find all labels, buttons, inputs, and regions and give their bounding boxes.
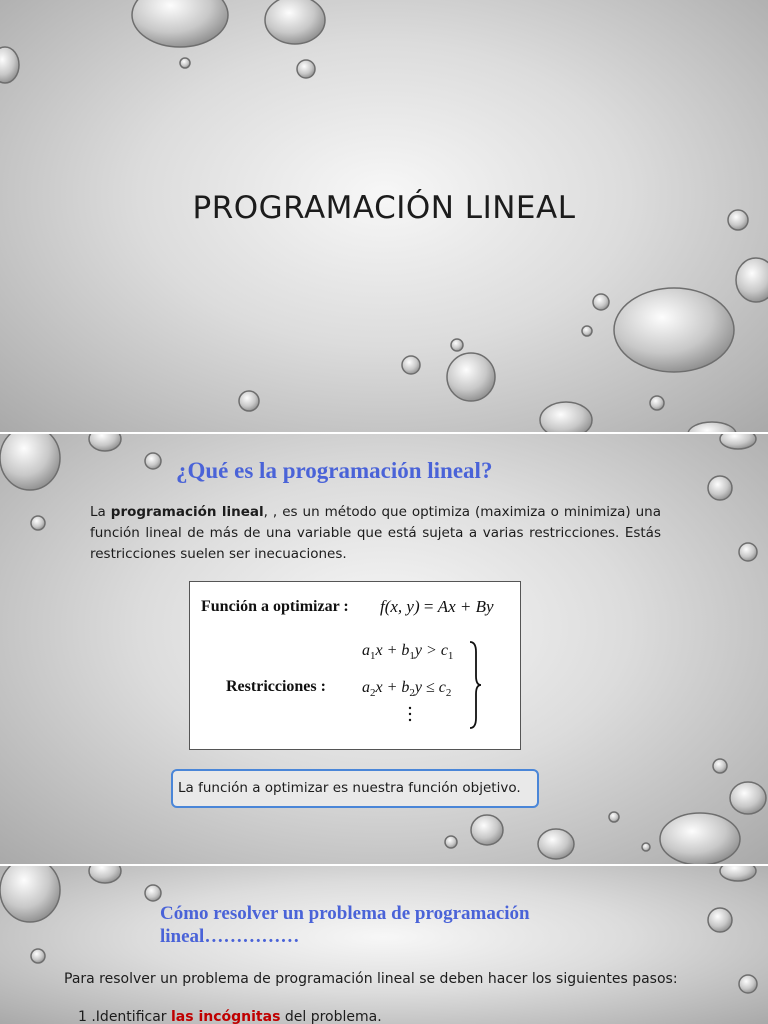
slide-title-text: PROGRAMACIÓN LINEAL xyxy=(192,190,576,226)
objective-lhs: f(x, y) xyxy=(380,597,420,616)
right-brace-icon xyxy=(468,640,482,730)
formula-box xyxy=(189,581,521,750)
constraint-2: $a_2x + b_2y \le c_2$ xyxy=(362,679,452,700)
step-1-term: las incógnitas xyxy=(171,1009,281,1024)
slide-steps xyxy=(0,866,768,1024)
constraint-1: $a_1x + b_1y > c_1$ xyxy=(362,642,454,663)
objective-eq: = xyxy=(419,597,438,616)
slide-heading: ¿Qué es la programación lineal? xyxy=(176,458,493,483)
slide-definition xyxy=(0,434,768,864)
vertical-ellipsis-icon xyxy=(407,705,413,725)
steps-intro: Para resolver un problema de programación lineal se deben hacer los siguientes pasos: xyxy=(64,971,678,987)
intro-pre: La xyxy=(90,504,111,520)
step-1-post: del problema. xyxy=(280,1009,382,1024)
objective-expression xyxy=(380,597,494,617)
objective-rhs: Ax + By xyxy=(437,597,494,616)
step-1 xyxy=(78,1009,382,1024)
slide-title xyxy=(0,0,768,432)
objective-note-box: La función a optimizar es nuestra función objetivo. xyxy=(171,769,539,808)
intro-term: programación lineal xyxy=(110,504,264,520)
intro-post: , , es un método que optimiza (maximiza o minimiza) una función lineal de más de una variable que está sujeta a varias restricciones. Estás restricciones suelen ser inecuaciones. xyxy=(90,504,661,562)
objective-label: Función a optimizar : xyxy=(201,598,349,615)
constraints-label: Restricciones : xyxy=(226,678,326,695)
slide-heading: Cómo resolver un problema de programación lineal…………… xyxy=(160,903,530,947)
step-1-pre: 1 .Identificar xyxy=(78,1009,171,1024)
definition-paragraph xyxy=(90,502,661,565)
